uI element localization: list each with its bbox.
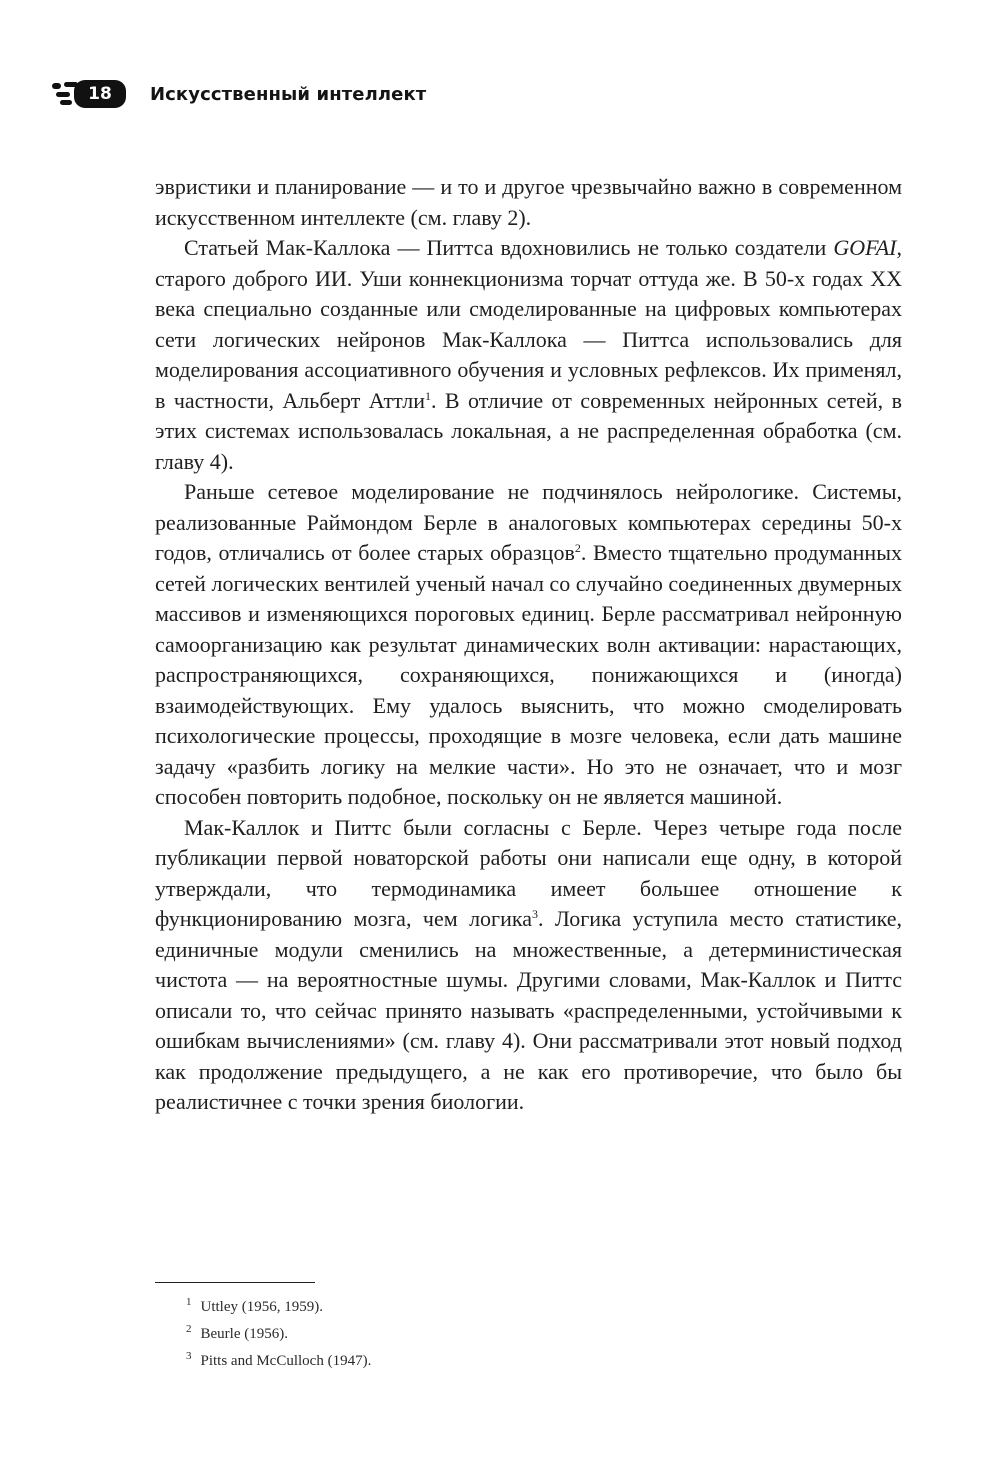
footnotes: [186, 1289, 371, 1370]
footnote-2: [186, 1316, 371, 1343]
paragraph-2-text-a: Статьей Мак-Каллока — Питтса вдохновились не только создатели: [184, 235, 834, 260]
footnote-1-text: Uttley (1956, 1959).: [200, 1299, 323, 1315]
book-title: Искусственный интеллект: [150, 83, 427, 105]
paragraph-3-text-a: Раньше сетевое моделирование не подчинялось нейрологике. Системы, реализованные Раймондом Берле в аналоговых компьютерах середины 50-х годов, отличались от более старых образцов: [155, 479, 902, 565]
footnote-ref-3[interactable]: 3: [531, 907, 538, 921]
gofai-term: GOFAI: [833, 235, 897, 260]
paragraph-3: [155, 477, 902, 813]
page-number: 18: [88, 84, 112, 104]
paragraph-4-text-a: Мак-Каллок и Питтс были согласны с Берле. Через четыре года после публикации первой новаторской работы они написали еще одну, в которой утверждали, что термодинамика имеет большее отношение к функционированию мозга, чем логика: [155, 814, 902, 931]
footnote-3: [186, 1343, 371, 1370]
paragraph-3-text-b: . Вместо тщательно продуманных сетей логических вентилей ученый начал со случайно соединенных двумерных массивов и изменяющихся пороговых единиц. Берле рассматривал нейронную самоорганизацию как результат динамических волн активации: нарастающих, распространяющихся, сохраняющихся, понижающихся и (иногда) взаимодействующих. Ему удалось выяснить, что можно смоделировать психологические процессы, проходящие в мозге человека, если дать машине задачу «разбить логику на мелкие части». Но это не означает, что и мозг способен повторить подобное, поскольку он не является машиной.: [155, 540, 902, 809]
footnote-2-mark: 2: [186, 1323, 192, 1335]
footnote-3-mark: 3: [186, 1350, 192, 1362]
paragraph-2: [155, 233, 902, 477]
paragraph-1: [155, 172, 902, 233]
paragraph-2-text-c: . В отличие от современных нейронных сетей, в этих системах использовалась локальная, а не распределенная обработка (см. главу 4).: [155, 387, 902, 474]
paragraph-1-text: эвристики и планирование — и то и другое чрезвычайно важно в современном искусственном интеллекте (см. главу 2).: [155, 174, 902, 230]
footnote-divider: [155, 1282, 315, 1283]
body-text: [155, 172, 902, 1118]
footnote-1: [186, 1289, 371, 1316]
paragraph-2-text-b: , старого доброго ИИ. Уши коннекционизма торчат оттуда же. В 50-х годах XX века специально созданные или смоделированные на цифровых компьютерах сети логических нейронов Мак-Каллока — Питтса использовались для моделирования ассоциативного обучения и условных рефлексов. Их применял, в частности, Альберт Аттли: [155, 235, 902, 413]
footnote-2-text: Beurle (1956).: [200, 1326, 288, 1342]
footnote-ref-2[interactable]: 2: [574, 541, 581, 555]
footnote-1-mark: 1: [186, 1296, 192, 1308]
footnote-ref-1[interactable]: 1: [424, 388, 431, 403]
footnote-3-text: Pitts and McCulloch (1947).: [200, 1353, 372, 1369]
paragraph-4: [155, 813, 902, 1118]
running-head: [52, 78, 426, 110]
page-number-badge: [52, 80, 126, 108]
paragraph-4-text-b: . Логика уступила место статистике, единичные модули сменились на множественные, а детерминистическая чистота — на вероятностные шумы. Другими словами, Мак-Каллок и Питтс описали то, что сейчас принято называть «распределенными, устойчивыми к ошибкам вычислениями» (см. главу 4). Они рассматривали этот новый подход как продолжение предыдущего, а не как его противоречие, что было бы реалистичнее с точки зрения биологии.: [155, 906, 902, 1114]
